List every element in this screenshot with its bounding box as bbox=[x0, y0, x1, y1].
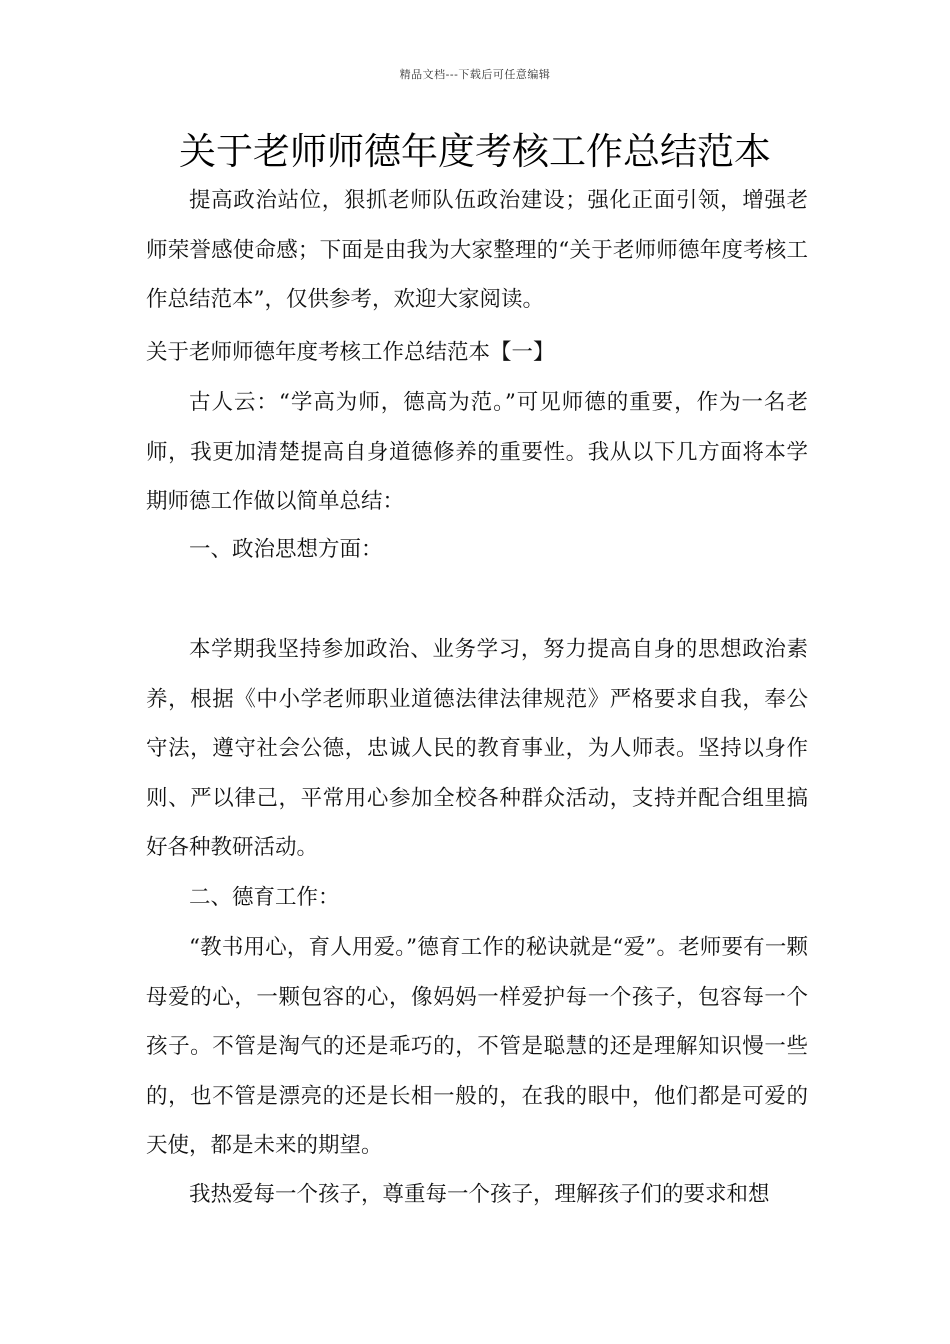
paragraph-4: 我热爱每一个孩子，尊重每一个孩子，理解孩子们的要求和想 bbox=[189, 1182, 770, 1207]
paragraph-2: 本学期我坚持参加政治、业务学习，努力提高自身的思想政治素养，根据《中小学老师职业道德法律法律规范》严格要求自我，奉公守法，遵守社会公德，忠诚人民的教育事业，为人师表。坚持以身作则、严以律己，平常用心参加全校各种群众活动，支持并配合组里搞好各种教研活动。 bbox=[146, 637, 808, 860]
subheading-political-thought: 一、政治思想方面： bbox=[189, 537, 383, 562]
paragraph-1: 古人云：“学高为师，德高为范。”可见师德的重要，作为一名老师，我更加清楚提高自身道德修养的重要性。我从以下几方面将本学期师德工作做以简单总结： bbox=[146, 390, 808, 514]
subheading-moral-education: 二、德育工作： bbox=[189, 885, 340, 910]
intro-paragraph: 提高政治站位，狠抓老师队伍政治建设；强化正面引领，增强老师荣誉感使命感；下面是由我为大家整理的“关于老师师德年度考核工作总结范本”，仅供参考，欢迎大家阅读。 bbox=[146, 188, 808, 312]
paragraph-3: “教书用心，育人用爱。”德育工作的秘诀就是“爱”。老师要有一颗母爱的心，一颗包容的心，像妈妈一样爱护每一个孩子，包容每一个孩子。不管是淘气的还是乖巧的，不管是聪慧的还是理解知识慢一些的，也不管是漂亮的还是长相一般的，在我的眼中，他们都是可爱的天使，都是未来的期望。 bbox=[146, 935, 808, 1158]
document-title: 关于老师师德年度考核工作总结范本 bbox=[179, 130, 771, 173]
section-title: 关于老师师德年度考核工作总结范本【一】 bbox=[146, 340, 555, 365]
page-header-note: 精品文档---下载后可任意编辑 bbox=[399, 68, 551, 81]
